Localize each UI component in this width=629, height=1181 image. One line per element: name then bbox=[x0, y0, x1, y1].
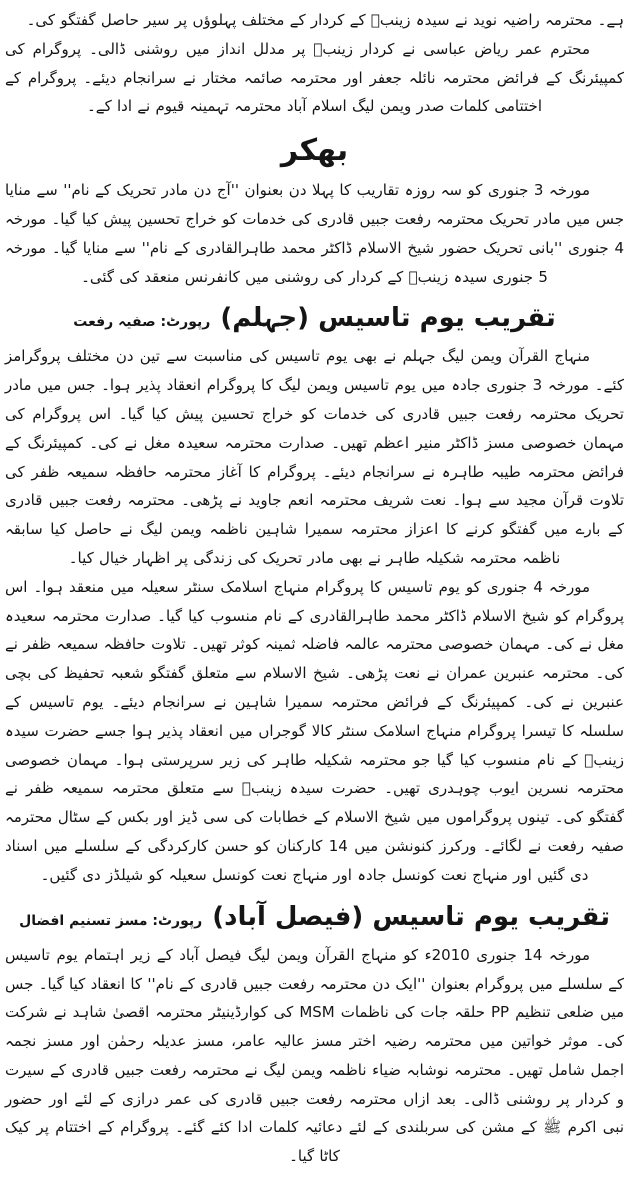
report-credit: رپورٹ: صفیہ رفعت bbox=[73, 314, 211, 331]
event-heading-title: تقریب یوم تاسیس (جہلم) bbox=[220, 303, 556, 334]
faisalabad-paragraph: مورخہ 14 جنوری 2010ء کو منہاج القرآن ویمن لیگ فیصل آباد کے زیر اہتمام یوم تاسیس کے سلسلے میں پروگرام بعنوان ''ایک دن محترمہ رفعت جبیں قادری کے نام'' کا انعقاد کیا گیا۔ جس میں ضلعی تنظیم PP حلقہ جات کی ناظمات MSM کی کوارڈینیٹر محترمہ اقصیٰ شاہد نے شرکت کی۔ موثر خواتین میں محترمہ رضیہ اختر مسز عالیہ عامر، مسز عدیلہ رحمٰن اور مسز نجمہ اجمل شامل تھیں۔ محترمہ نوشابہ ضیاء ناظمہ ویمن لیگ نے محترمہ رفعت جبیں قادری کے سیرت و کردار پر روشنی ڈالی۔ بعد ازاں محترمہ رفعت جبیں قادری کی عمر درازی کے لئے اور حضور نبی اکرم ﷺ کے مشن کی سربلندی کے لئے دعائیہ کلمات ادا کئے گئے۔ پروگرام کے اختتام پر کیک کاٹا گیا۔ bbox=[5, 945, 625, 1166]
intro-paragraph: محترم عمر ریاض عباسی نے کردار زینبؓ پر مدلل انداز میں روشنی ڈالی۔ پروگرام کی کمپیئرنگ کے فرائض محترمہ نائلہ جعفر اور محترمہ صائمہ مختار نے سرانجام دیئے۔ پروگرام کے اختتامی کلمات صدر ویمن لیگ اسلام آباد محترمہ تہمینہ قیوم نے ادا کے۔ bbox=[5, 39, 624, 116]
section-heading-bhakkar: بھکر bbox=[280, 133, 349, 169]
jhelum-paragraph-1: منہاج القرآن ویمن لیگ جہلم نے بھی یوم تاسیس کی مناسبت سے تین دن مختلف پروگرامز کئے۔ مورخہ 3 جنوری جادہ میں یوم تاسیس ویمن لیگ کا پروگرام انعقاد پذیر ہوا۔ جس میں مادر تحریک محترمہ رفعت جبیں قادری کی خدمات کو خراج تحسین پیش کیا گیا۔ اس پروگرام کی مہمان خصوصی مسز ڈاکٹر منیر اعظم تھیں۔ صدارت محترمہ سعیدہ مغل نے کی۔ کمپیئرنگ کے فرائض محترمہ طیبہ طاہرہ نے سرانجام دیئے۔ پروگرام کا آغاز محترمہ حافظہ سمیعہ ظفر کی تلاوت قرآن مجید سے ہوا۔ نعت شریف محترمہ انعم جاوید نے پڑھی۔ محترمہ رفعت جبیں قادری کے بارے میں گفتگو کرنے کا اعزاز محترمہ سمیرا شاہین ناظمہ ویمن لیگ نے حاصل کیا سابقہ ناظمہ محترمہ شکیلہ طاہر نے بھی مادر تحریک کی زندگی پر اظہار خیال کیا۔ bbox=[5, 347, 624, 568]
jhelum-paragraph-2: مورخہ 4 جنوری کو یوم تاسیس کا پروگرام منہاج اسلامک سنٹر سعیلہ میں منعقد ہوا۔ اس پروگرام کو شیخ الاسلام ڈاکٹر محمد طاہرالقادری کے نام منسوب کیا گیا۔ صدارت محترمہ سعیدہ مغل نے کی۔ مہمان خصوصی محترمہ عالمہ فاضلہ ثمینہ کوثر تھیں۔ تلاوت حافظہ سمیعہ ظفر نے کی۔ محترمہ عنبرین عمران نے نعت پڑھی۔ شیخ الاسلام سے متعلق گفتگو شعبہ تحفیظ کی بچی عنبرین نے کی۔ کمپیئرنگ کے فرائض محترمہ سمیرا شاہین نے سرانجام دیئے۔ یوم تاسیس کے سلسلہ کا تیسرا پروگرام منہاج اسلامک سنٹر کالا گوجراں میں انعقاد پذیر ہوا جسے حضرت سیدہ زینبؓ کے نام منسوب کیا گیا جو محترمہ شکیلہ طاہر کی زیر سرپرستی ہوا۔ مہمان خصوصی محترمہ نسرین ایوب چوہدری تھیں۔ حضرت سیدہ زینبؓ سے متعلق محترمہ سمیعہ ظفر نے گفتگو کی۔ تینوں پروگراموں میں شیخ الاسلام کے خطابات کی سی ڈیز اور بکس کے سٹال محترمہ صفیہ رفعت نے لگائے۔ ورکرز کنونشن میں 14 کارکنان کو حسن کارکردگی کے سلسلے میں اسناد دی گئیں اور منہاج نعت کونسل جادہ اور منہاج نعت کونسل سعیلہ کو شیلڈز دی گئیں۔ bbox=[5, 577, 624, 884]
bhakkar-paragraph: مورخہ 3 جنوری کو سہ روزہ تقاریب کا پہلا دن بعنوان ''آج دن مادر تحریک کے نام'' سے منایا جس میں مادر تحریک محترمہ رفعت جبیں قادری کی خدمات کو خراج تحسین پیش کیا گیا۔ مورخہ 4 جنوری ''بانی تحریک حضور شیخ الاسلام ڈاکٹر محمد طاہرالقادری کے نام'' سے منایا گیا۔ مورخہ 5 جنوری سیدہ زینبؓ کے کردار کی روشنی میں کانفرنس منعقد کی گئی۔ bbox=[5, 181, 624, 286]
event-heading-title: تقریب یوم تاسیس (فیصل آباد) bbox=[212, 901, 610, 932]
report-credit: رپورٹ: مسز تسنیم افضال bbox=[19, 912, 203, 929]
section-heading-faisalabad bbox=[5, 900, 624, 935]
section-heading-jhelum bbox=[5, 301, 624, 336]
intro-continuation-line: ہے۔ محترمہ راضیہ نوید نے سیدہ زینبؓ کے کردار کے مختلف پہلوؤں پر سیر حاصل گفتگو کی۔ bbox=[26, 11, 624, 29]
